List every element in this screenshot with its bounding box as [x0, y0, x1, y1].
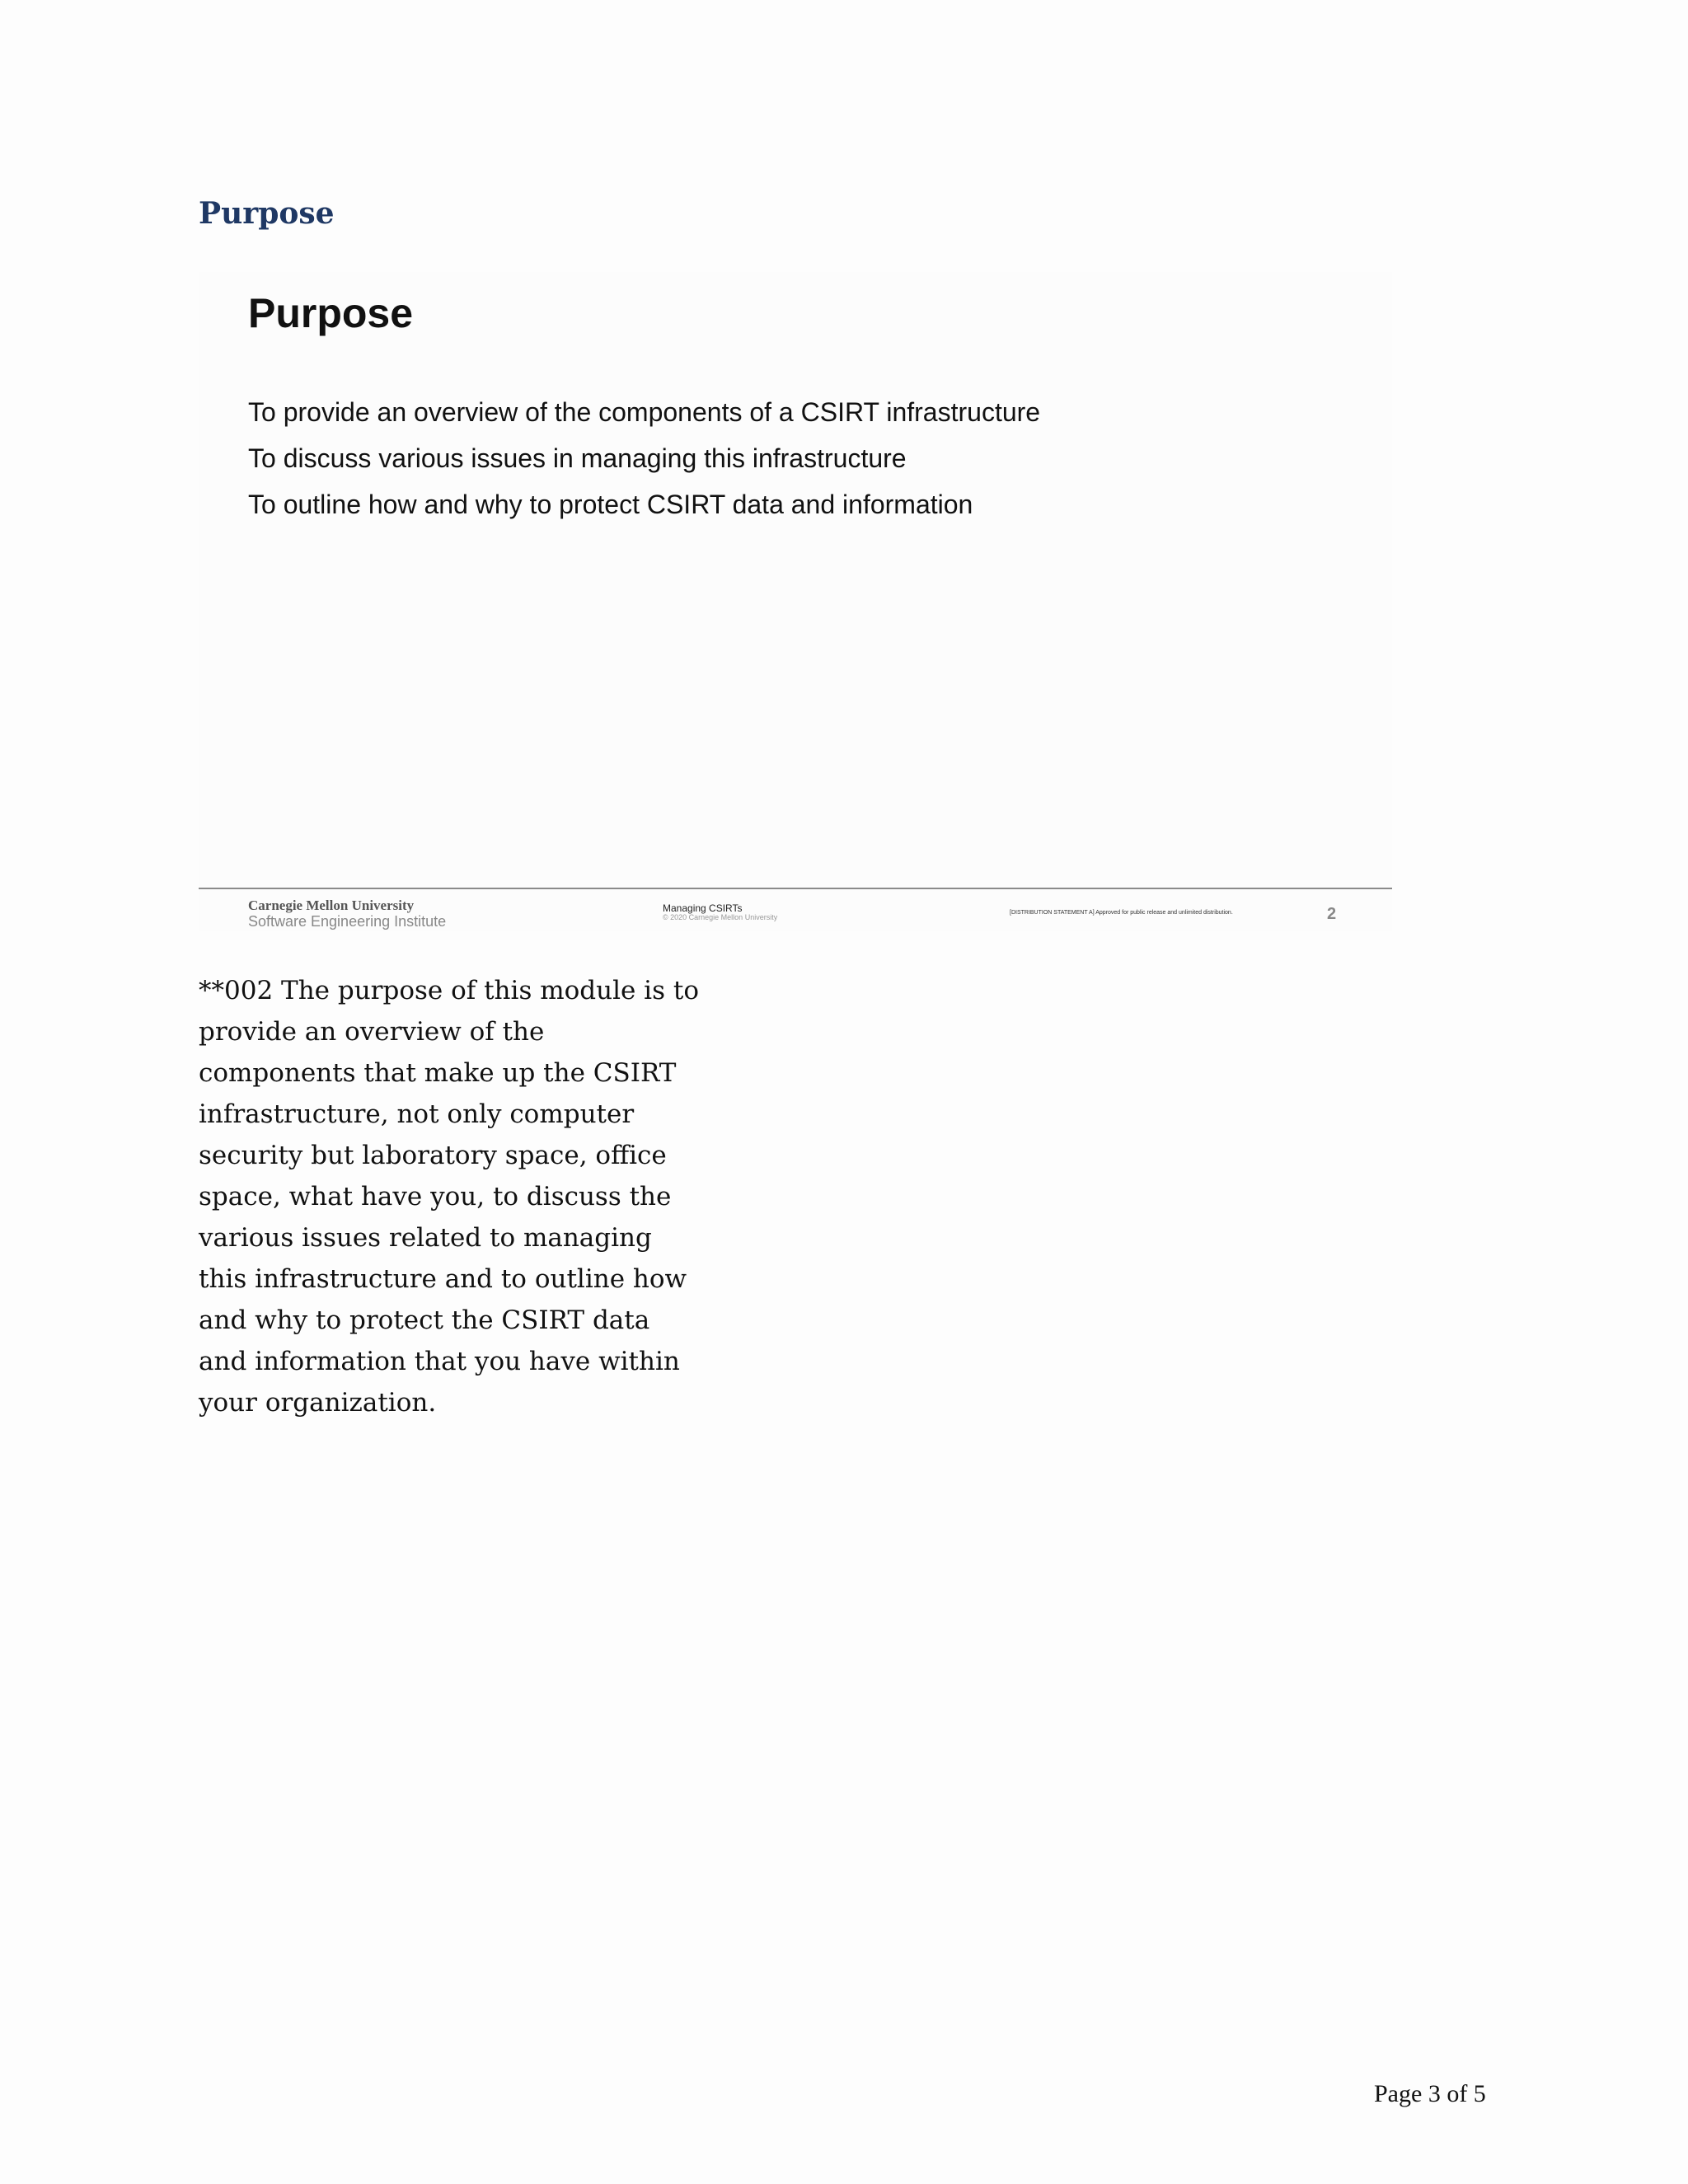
logo-institute-name: Software Engineering Institute	[248, 912, 447, 930]
slide-title: Purpose	[248, 290, 414, 336]
slide-footer-divider	[199, 888, 1392, 889]
slide-image	[199, 272, 1392, 931]
slide-footer-course	[663, 903, 777, 922]
slide-bullet-list	[248, 389, 1040, 527]
speaker-notes: **002 The purpose of this module is to provide an overview of the components that make up the CSIRT infrastructure, not only computer security but laboratory space, office space, what have you, to discuss the various issues related to managing this infrastructure and to outline how and why to protect the CSIRT data and information that you have within your organization.	[199, 976, 699, 1418]
slide-number: 2	[1327, 905, 1337, 923]
cmu-sei-logo	[248, 898, 446, 930]
slide-bullet: To outline how and why to protect CSIRT data and information	[248, 490, 973, 519]
slide-bullet: To provide an overview of the components of a CSIRT infrastructure	[248, 397, 1041, 427]
slide-bullet: To discuss various issues in managing this infrastructure	[248, 443, 907, 473]
distribution-statement: [DISTRIBUTION STATEMENT A] Approved for public release and unlimited distribution.	[1010, 910, 1233, 916]
section-heading: Purpose	[199, 196, 335, 231]
copyright-notice: © 2020 Carnegie Mellon University	[663, 913, 778, 922]
logo-university-name: Carnegie Mellon University	[248, 898, 415, 913]
course-title: Managing CSIRTs	[663, 902, 743, 914]
page-number: Page 3 of 5	[1374, 2080, 1486, 2107]
